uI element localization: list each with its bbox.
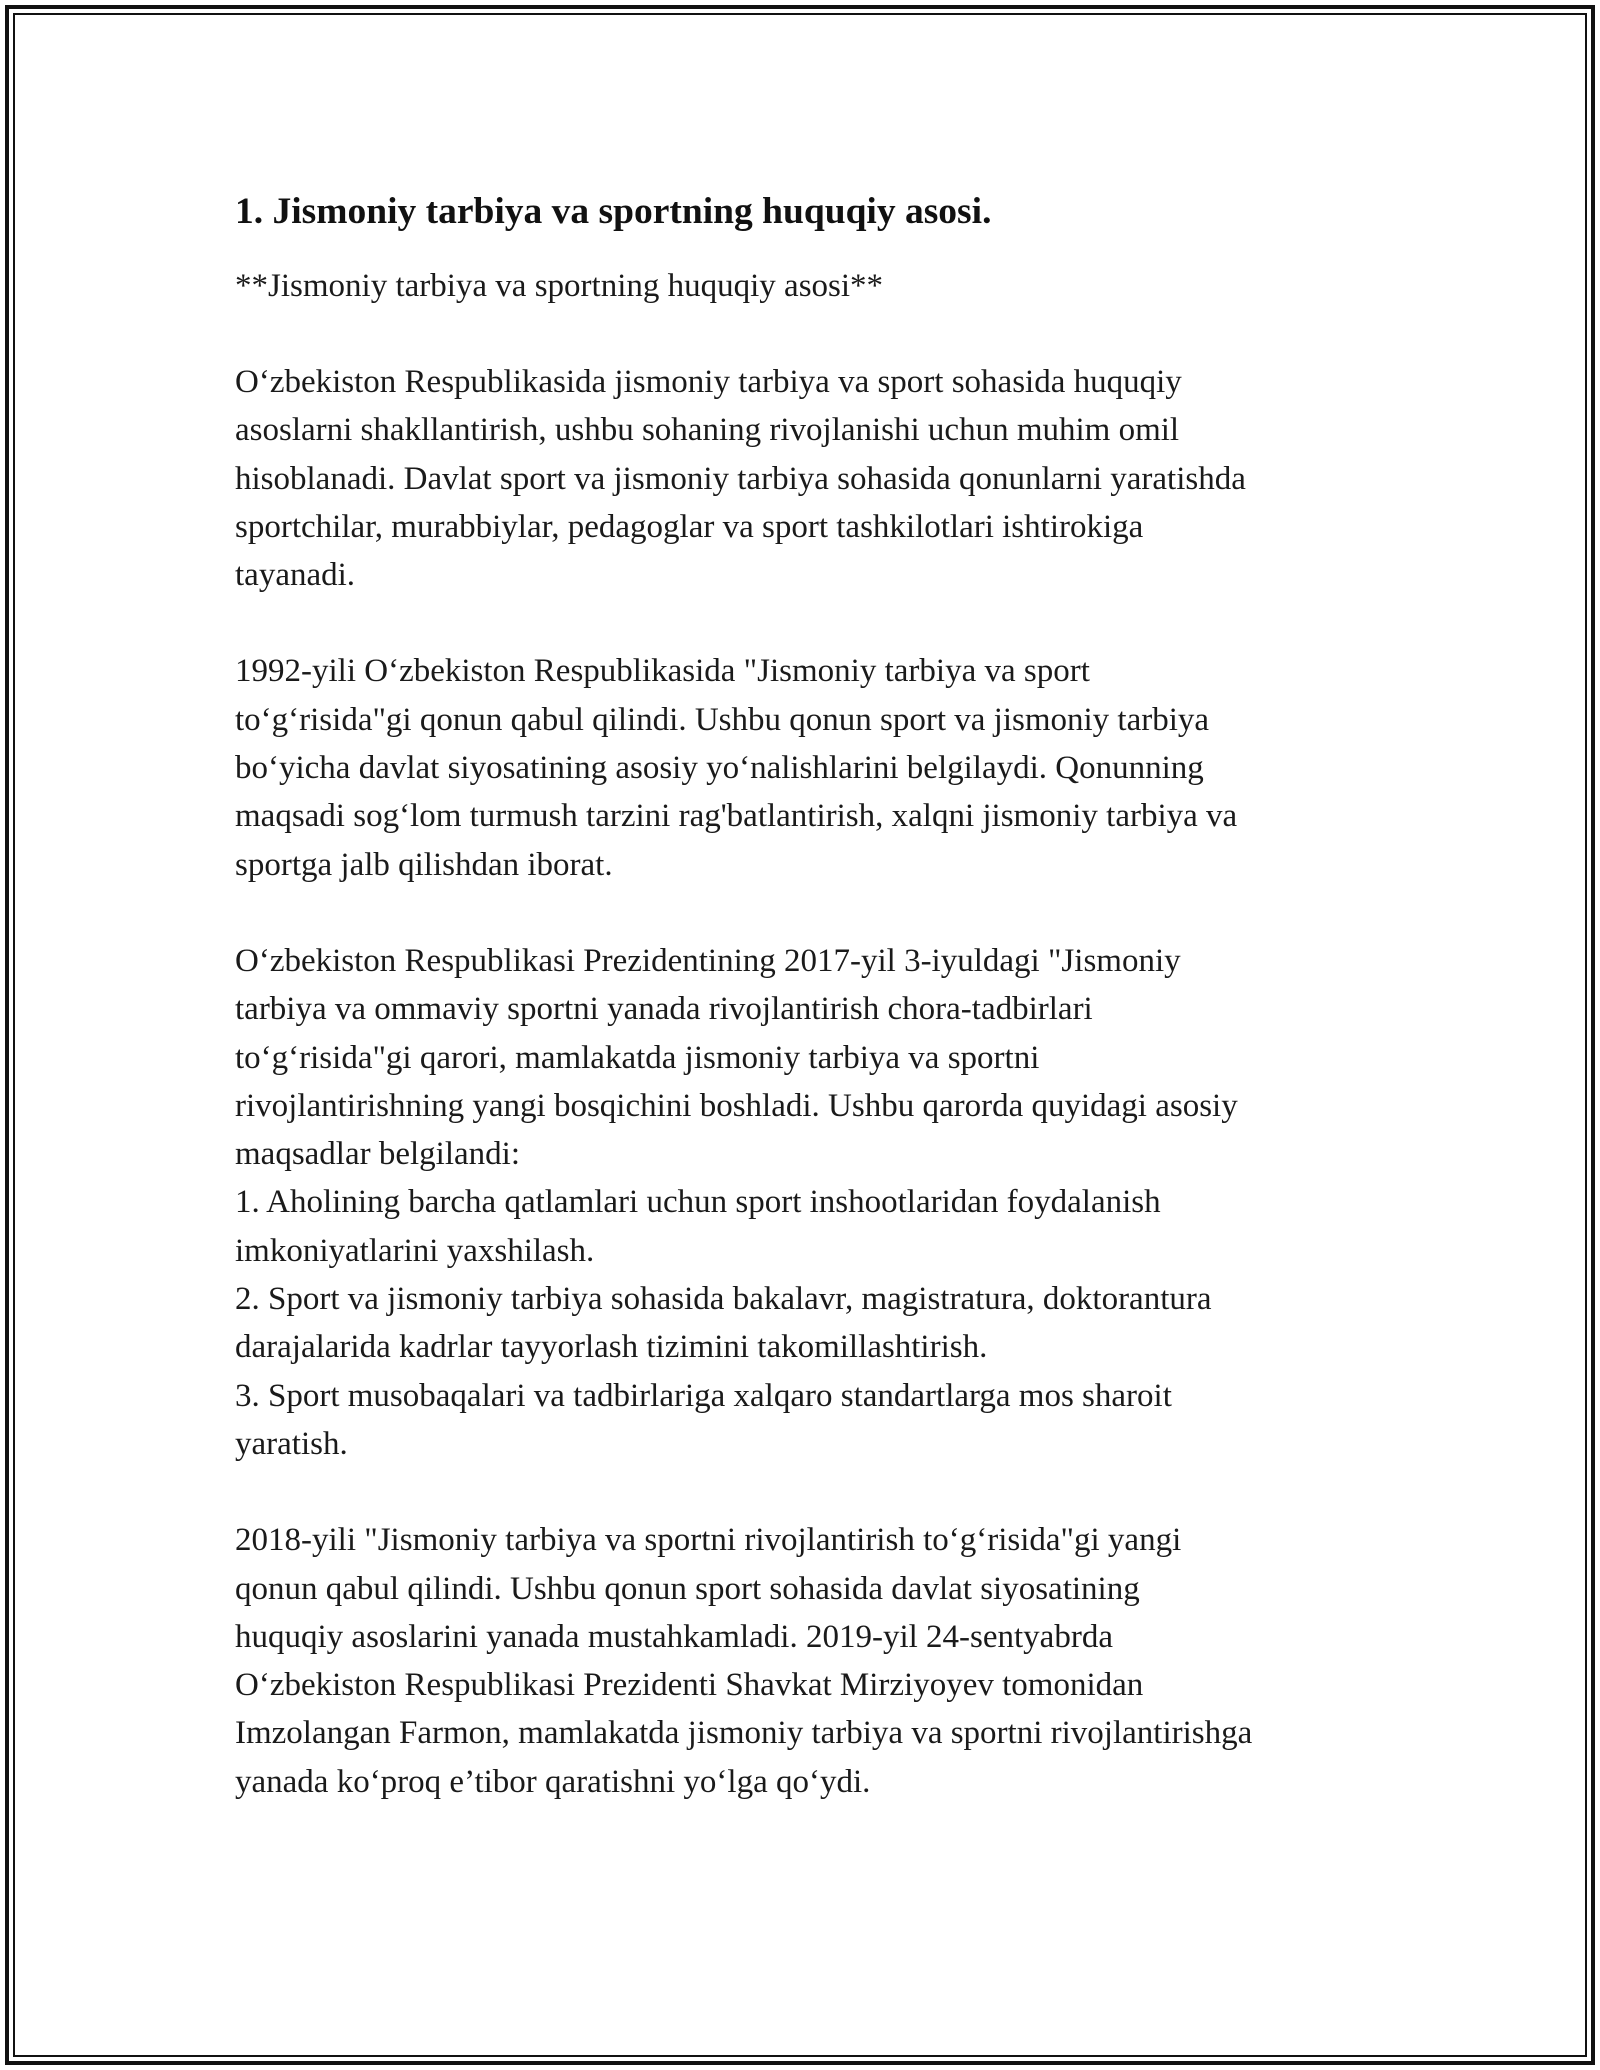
document-subtitle: **Jismoniy tarbiya va sportning huquqiy asosi** bbox=[235, 268, 884, 304]
text-line: maqsadlar belgilandi: bbox=[235, 1136, 520, 1173]
text-line: maqsadi sog‘lom turmush tarzini rag'batlantirish, xalqni jismoniy tarbiya va bbox=[235, 798, 1238, 835]
text-line: rivojlantirishning yangi bosqichini boshladi. Ushbu qarorda quyidagi asosiy bbox=[235, 1087, 1238, 1124]
list-item-2-cont: darajalarida kadrlar tayyorlash tizimini takomillashtirish. bbox=[235, 1329, 988, 1366]
text-line: tayanadi. bbox=[235, 557, 356, 594]
paragraph-legal-basis bbox=[235, 358, 1380, 599]
text-line: to‘g‘risida"gi qonun qabul qilindi. Ushbu qonun sport va jismoniy tarbiya bbox=[235, 701, 1210, 738]
paragraph-1992-law bbox=[235, 647, 1380, 888]
text-line: qonun qabul qilindi. Ushbu qonun sport sohasida davlat siyosatining bbox=[235, 1570, 1140, 1607]
text-line: tarbiya va ommaviy sportni yanada rivojlantirish chora-tadbirlari bbox=[235, 991, 1093, 1028]
document-body bbox=[235, 186, 1380, 1806]
text-line: asoslarni shakllantirish, ushbu sohaning rivojlanishi uchun muhim omil bbox=[235, 412, 1180, 449]
text-line: O‘zbekiston Respublikasi Prezidenti Shavkat Mirziyoyev tomonidan bbox=[235, 1667, 1144, 1704]
document-title: 1. Jismoniy tarbiya va sportning huquqiy asosi. bbox=[235, 191, 992, 232]
text-line: sportga jalb qilishdan iborat. bbox=[235, 846, 613, 883]
paragraph-2018-law bbox=[235, 1516, 1380, 1806]
list-item-1-cont: imkoniyatlarini yaxshilash. bbox=[235, 1232, 595, 1269]
list-item-3-cont: yaratish. bbox=[235, 1425, 348, 1462]
text-line: 1992-yili O‘zbekiston Respublikasida "Jismoniy tarbiya va sport bbox=[235, 653, 1090, 690]
text-line: O‘zbekiston Respublikasi Prezidentining 2017-yil 3-iyuldagi "Jismoniy bbox=[235, 942, 1181, 979]
list-item-3: 3. Sport musobaqalari va tadbirlariga xalqaro standartlarga mos sharoit bbox=[235, 1377, 1172, 1414]
text-line: huquqiy asoslarini yanada mustahkamladi. 2019-yil 24-sentyabrda bbox=[235, 1618, 1113, 1655]
list-item-2: 2. Sport va jismoniy tarbiya sohasida bakalavr, magistratura, doktorantura bbox=[235, 1281, 1212, 1318]
text-line: O‘zbekiston Respublikasida jismoniy tarbiya va sport sohasida huquqiy bbox=[235, 364, 1182, 400]
list-item-1: 1. Aholining barcha qatlamlari uchun sport inshootlaridan foydalanish bbox=[235, 1184, 1161, 1221]
text-line: hisoblanadi. Davlat sport va jismoniy tarbiya sohasida qonunlarni yaratishda bbox=[235, 460, 1246, 497]
text-line: Imzolangan Farmon, mamlakatda jismoniy tarbiya va sportni rivojlantirishga bbox=[235, 1715, 1253, 1752]
text-line: 2018-yili "Jismoniy tarbiya va sportni rivojlantirish to‘g‘risida"gi yangi bbox=[235, 1522, 1182, 1559]
text-line: to‘g‘risida"gi qarori, mamlakatda jismoniy tarbiya va sportni bbox=[235, 1039, 1040, 1076]
text-line: sportchilar, murabbiylar, pedagoglar va sport tashkilotlari ishtirokiga bbox=[235, 508, 1144, 545]
text-line: yanada ko‘proq e’tibor qaratishni yo‘lga qo‘ydi. bbox=[235, 1763, 871, 1800]
text-line: bo‘yicha davlat siyosatining asosiy yo‘nalishlarini belgilaydi. Qonunning bbox=[235, 750, 1204, 787]
paragraph-2017-decree bbox=[235, 937, 1380, 1468]
